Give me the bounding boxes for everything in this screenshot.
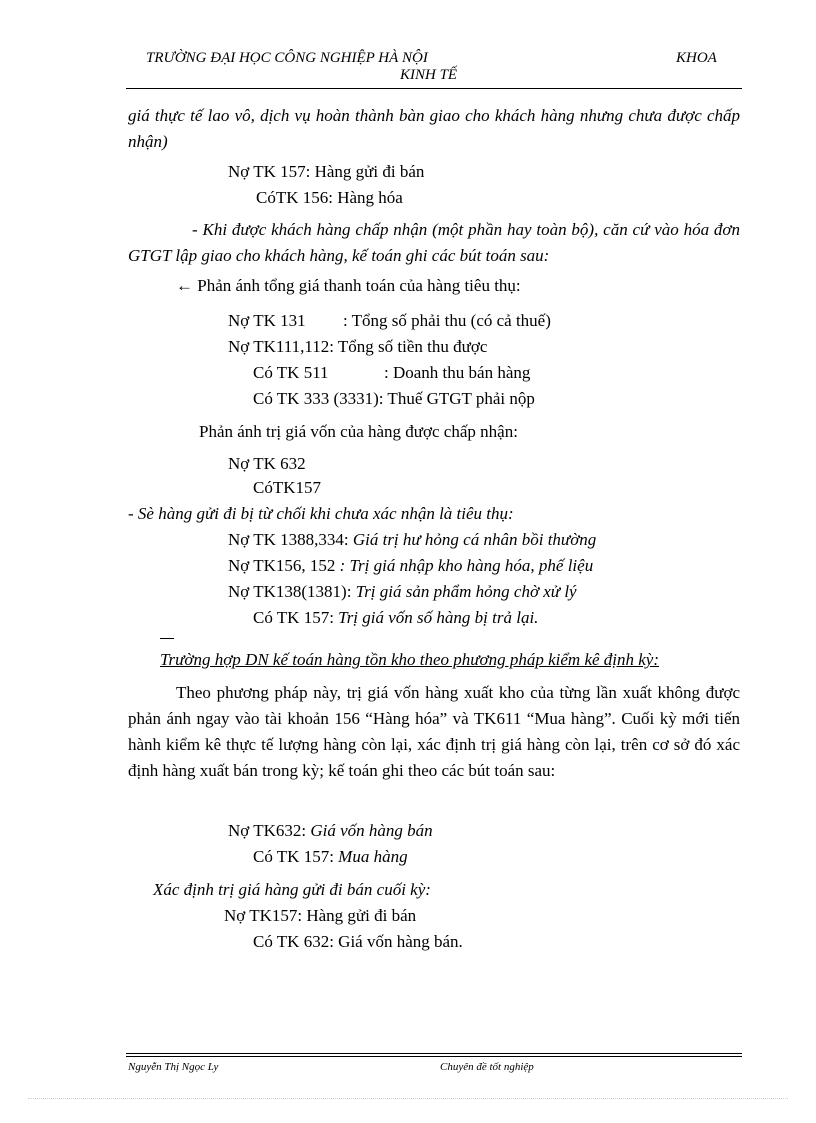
- page-edge: [28, 1098, 788, 1099]
- accepted-paragraph: - Khi được khách hàng chấp nhận (một phần hay toàn bộ), căn cứ vào hóa đơn GTGT lập giao cho khách hàng, kế toán ghi các bút toán sau:: [128, 220, 740, 265]
- header-school-name: TRƯỜNG ĐẠI HỌC CÔNG NGHIỆP HÀ NỘI: [146, 50, 428, 66]
- rejected-heading: - Sè hàng gửi đi bị từ chối khi chưa xác nhận là tiêu thụ:: [128, 504, 514, 523]
- footer-author: Nguyễn Thị Ngọc Ly: [128, 1061, 219, 1073]
- footer-title: Chuyên đề tốt nghiệp: [440, 1061, 534, 1073]
- rejected2-code: Nợ TK156, 152: [228, 556, 336, 575]
- line5: Nợ TK 632: [228, 454, 306, 473]
- method1-desc: Giá vốn hàng bán: [310, 821, 433, 840]
- line2: Nợ TK111,112: Tổng số tiền thu được: [228, 337, 488, 356]
- method2-desc: Mua hàng: [338, 847, 408, 866]
- end-line2: Có TK 632: Giá vốn hàng bán.: [253, 932, 463, 951]
- header-rule: [126, 88, 742, 89]
- method-paragraph: Theo phương pháp này, trị giá vốn hàng xuất kho của từng lần xuất không được phản ánh ngay vào tài khoản 156 “Hàng hóa” và TK611 “Mua hàng”. Cuối kỳ mới tiến hành kiểm kê thực tế lượng hàng còn lại, xác định trị giá hàng còn lại, trên cơ sở đó xác định hàng xuất bán trong kỳ; kế toán ghi theo các bút toán sau:: [128, 683, 740, 780]
- end-line1: Nợ TK157: Hàng gửi đi bán: [224, 906, 417, 925]
- line4: Có TK 333 (3331): Thuế GTGT phải nộp: [253, 389, 535, 408]
- heading-mark: [160, 638, 174, 639]
- header-faculty-line2: KINH TẾ: [400, 67, 458, 83]
- rejected3-desc: Trị giá sản phẩm hỏng chờ xử lý: [355, 582, 577, 601]
- rejected1-desc: Giá trị hư hỏng cá nhân bồi thường: [352, 530, 597, 549]
- footer-rule-bottom: [126, 1056, 742, 1057]
- method2-code: Có TK 157:: [253, 847, 334, 866]
- reflect-cost-heading: Phản ánh trị giá vốn của hàng được chấp nhận:: [199, 422, 518, 441]
- line3-code: Có TK 511: [253, 363, 329, 382]
- reflect-total-heading: ← Phản ánh tổng giá thanh toán của hàng tiêu thụ:: [176, 276, 521, 295]
- end-heading: Xác định trị giá hàng gửi đi bán cuối kỳ:: [153, 880, 431, 899]
- intro-paragraph: giá thực tế lao vô, dịch vụ hoàn thành bàn giao cho khách hàng nhưng chưa được chấp nhận): [128, 106, 740, 151]
- rejected1-code: Nợ TK 1388,334:: [228, 530, 349, 549]
- rejected4-code: Có TK 157:: [253, 608, 334, 627]
- case-heading: Trường hợp DN kế toán hàng tồn kho theo phương pháp kiểm kê định kỳ:: [160, 650, 660, 669]
- method1-code: Nợ TK632:: [228, 821, 307, 840]
- header-faculty: KHOA: [676, 50, 717, 66]
- entry1-credit: CóTK 156: Hàng hóa: [256, 188, 403, 207]
- entry1-debit: Nợ TK 157: Hàng gửi đi bán: [228, 162, 425, 181]
- line6: CóTK157: [253, 478, 321, 497]
- rejected4-desc: Trị giá vốn số hàng bị trả lại.: [338, 608, 539, 627]
- footer-rule-top: [126, 1053, 742, 1054]
- line1-code: Nợ TK 131: [228, 311, 306, 330]
- rejected3-code: Nợ TK138(1381):: [228, 582, 352, 601]
- rejected2-desc: : Trị giá nhập kho hàng hóa, phế liệu: [339, 556, 594, 575]
- line3-desc: : Doanh thu bán hàng: [384, 363, 531, 382]
- line1-desc: : Tổng số phải thu (có cả thuế): [343, 311, 551, 330]
